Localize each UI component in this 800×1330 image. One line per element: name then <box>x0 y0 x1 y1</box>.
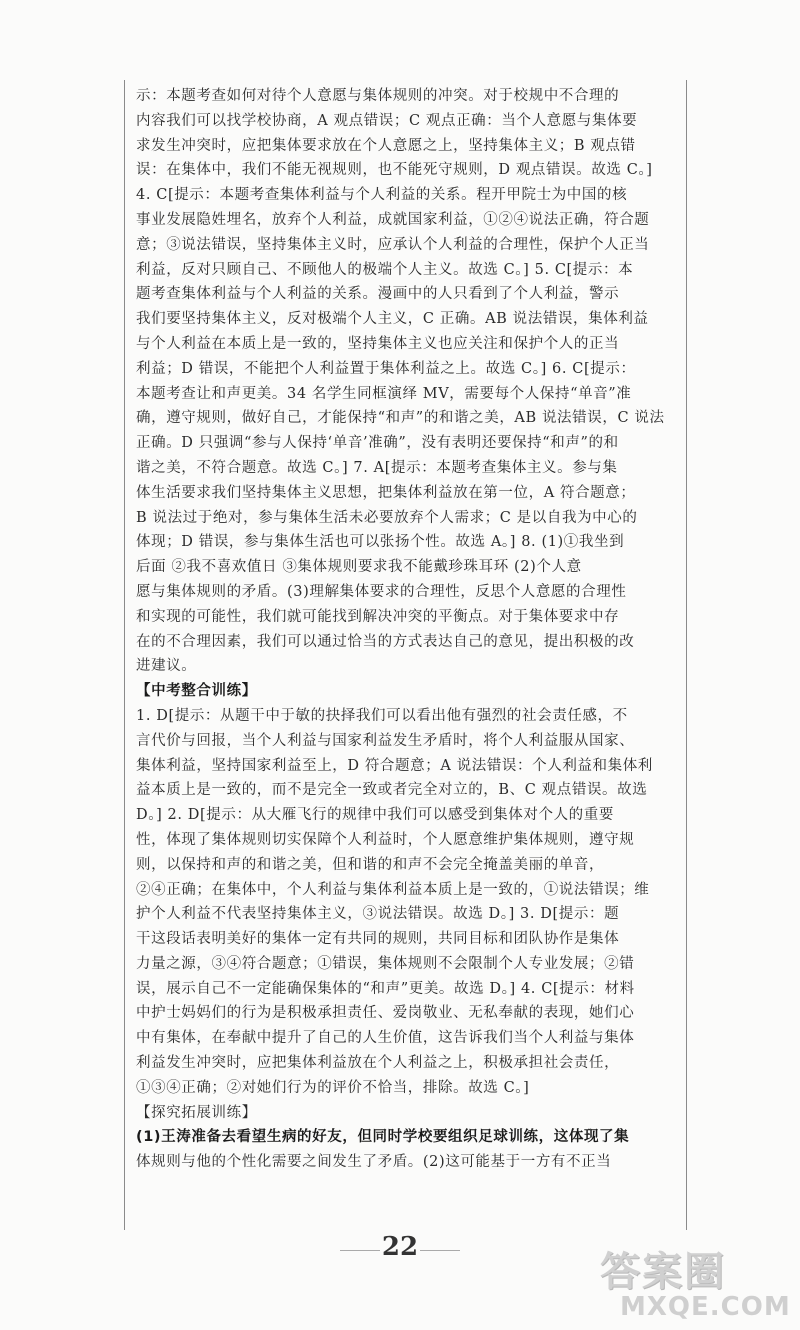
text-line: 益本质上是一致的，而不是完全一致或者完全对立的，B、C 观点错误。故选 <box>136 782 648 799</box>
text-line: 内容我们可以找学校协商，A 观点错误；C 观点正确：当个人意愿与集体要 <box>136 112 638 129</box>
section-heading: 【中考整合训练】 <box>136 683 257 700</box>
text-line: 力量之源，③④符合题意；①错误，集体规则不会限制个人专业发展；②错 <box>136 955 635 972</box>
left-margin-rule <box>124 80 125 1230</box>
watermark-url: MXQE.COM <box>620 1292 791 1322</box>
text-line: 我们要坚持集体主义，反对极端个人主义，C 正确。AB 说法错误，集体利益 <box>136 311 649 328</box>
text-line: 中护士妈妈们的行为是积极承担责任、爱岗敬业、无私奉献的表现，她们心 <box>136 1005 635 1022</box>
text-line: 性，体现了集体规则切实保障个人利益时，个人愿意维护集体规则，遵守规 <box>136 831 635 848</box>
text-line: 体生活要求我们坚持集体主义思想，把集体利益放在第一位，A 符合题意； <box>136 484 636 501</box>
section-heading: (1)王涛准备去看望生病的好友，但同时学校要组织足球训练，这体现了集 <box>136 1129 630 1146</box>
text-line: 与个人利益在本质上是一致的，坚持集体主义也应关注和保护个人的正当 <box>136 335 620 352</box>
text-line: 正确。D 只强调“参与人保持‘单音’准确”，没有表明还要保持“和声”的和 <box>136 435 619 452</box>
text-line: 误，展示自己不一定能确保集体的“和声”更美。故选 D。] 4. C[提示：材料 <box>136 980 635 997</box>
page-number-rule-right <box>420 1250 460 1251</box>
text-line: 利益，反对只顾自己、不顾他人的极端个人主义。故选 C。] 5. C[提示：本 <box>136 261 634 278</box>
text-line: 集体利益，坚持国家利益至上，D 符合题意；A 说法错误：个人利益和集体利 <box>136 757 653 774</box>
answer-text-body <box>136 84 676 1175</box>
text-line: 意；③说法错误，坚持集体主义时，应承认个人利益的合理性，保护个人正当 <box>136 236 650 253</box>
text-line: 谐之美，不符合题意。故选 C。] 7. A[提示：本题考查集体主义。参与集 <box>136 459 618 476</box>
text-line: 1. D[提示：从题干中于敏的抉择我们可以看出他有强烈的社会责任感，不 <box>136 707 628 724</box>
text-line: 进建议。 <box>136 658 197 675</box>
page-number: 22 <box>381 1232 419 1262</box>
text-line: 体规则与他的个性化需要之间发生了矛盾。(2)这可能基于一方有不正当 <box>136 1154 612 1171</box>
text-line: ①③④正确；②对她们行为的评价不恰当，排除。故选 C。] <box>136 1079 530 1096</box>
text-line: 护个人利益不代表坚持集体主义，③说法错误。故选 D。] 3. D[提示：题 <box>136 906 620 923</box>
text-line: 中有集体，在奉献中提升了自己的人生价值，这告诉我们当个人利益与集体 <box>136 1030 635 1047</box>
text-line: 误：在集体中，我们不能无视规则，也不能死守规则，D 观点错误。故选 C。] <box>136 162 653 179</box>
text-line: 利益发生冲突时，应把集体利益放在个人利益之上，积极承担社会责任， <box>136 1055 620 1072</box>
text-line: 【探究拓展训练】 <box>136 1104 257 1121</box>
text-line: 示：本题考查如何对待个人意愿与集体规则的冲突。对于校规中不合理的 <box>136 88 620 104</box>
text-line: 题考查集体利益与个人利益的关系。漫画中的人只看到了个人利益，警示 <box>136 286 620 303</box>
text-line: ②④正确；在集体中，个人利益与集体利益本质上是一致的，①说法错误；维 <box>136 881 650 898</box>
text-line: 后面 ②我不喜欢值日 ③集体规则要求我不能戴珍珠耳环 (2)个人意 <box>136 559 582 576</box>
text-line: D。] 2. D[提示：从大雁飞行的规律中我们可以感受到集体对个人的重要 <box>136 807 614 824</box>
watermark-logo <box>580 1240 790 1325</box>
text-line: 愿与集体规则的矛盾。(3)理解集体要求的合理性，反思个人意愿的合理性 <box>136 583 627 600</box>
text-line: 体现；D 错误，参与集体生活也可以张扬个性。故选 A。] 8. (1)①我坐到 <box>136 534 625 551</box>
text-line: 求发生冲突时，应把集体要求放在个人意愿之上，坚持集体主义；B 观点错 <box>136 137 636 154</box>
text-line: 干这段话表明美好的集体一定有共同的规则，共同目标和团队协作是集体 <box>136 931 620 948</box>
text-line: B 说法过于绝对，参与集体生活未必要放弃个人需求；C 是以自我为中心的 <box>136 509 638 526</box>
text-line: 4. C[提示：本题考查集体利益与个人利益的关系。程开甲院士为中国的核 <box>136 187 628 204</box>
right-margin-rule <box>686 80 687 1230</box>
text-line: 和实现的可能性，我们就可能找到解决冲突的平衡点。对于集体要求中存 <box>136 608 620 625</box>
text-line: 本题考查让和声更美。34 名学生同框演绎 MV，需要每个人保持“单音”准 <box>136 385 632 402</box>
watermark-logo-text: 答案圈 <box>600 1249 726 1295</box>
text-line: 确，遵守规则，做好自己，才能保持“和声”的和谐之美，AB 说法错误，C 说法 <box>136 410 665 427</box>
text-line: 在的不合理因素，我们可以通过恰当的方式表达自己的意见，提出积极的改 <box>136 633 635 650</box>
text-line: 利益；D 错误，不能把个人利益置于集体利益之上。故选 C。] 6. C[提示： <box>136 360 636 377</box>
text-line: 则，以保持和声的和谐之美，但和谐的和声不会完全掩盖美丽的单音， <box>136 856 605 873</box>
text-line: 言代价与回报，当个人利益与国家利益发生矛盾时，将个人利益服从国家、 <box>136 732 635 749</box>
text-line: 事业发展隐姓埋名，放弃个人利益，成就国家利益，①②④说法正确，符合题 <box>136 211 650 228</box>
